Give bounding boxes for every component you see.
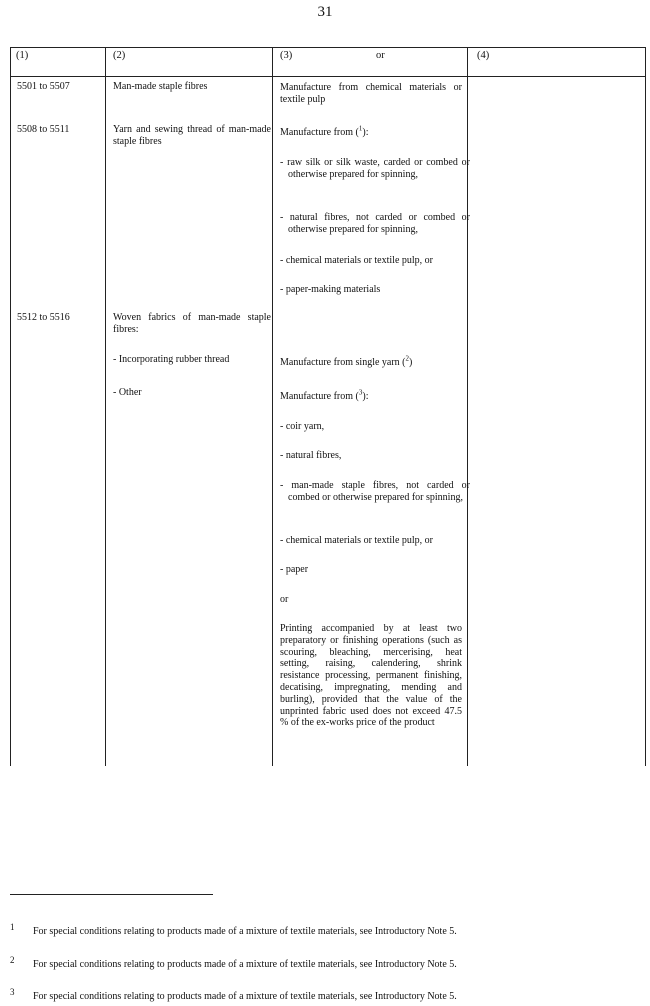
row3-item-1: - coir yarn,: [280, 421, 325, 432]
header-bottom-border: [11, 76, 645, 77]
row3-code: 5512 to 5516: [17, 312, 70, 323]
origin-rules-table: [10, 47, 646, 766]
footnote-1-text: For special conditions relating to products made of a mixture of textile materials, see Introductory Note 5.: [33, 926, 457, 937]
footnote-3-number: 3: [10, 987, 15, 997]
row2-rule-intro: [280, 124, 462, 139]
page-number: 31: [317, 4, 333, 20]
row3-sub2-rule-end: ):: [362, 391, 369, 402]
row2-item-1: - raw silk or silk waste, carded or combed or otherwise prepared for spinning,: [280, 157, 470, 180]
row3-sub1-rule-text: Manufacture from single yarn (: [280, 357, 406, 368]
row2-item-3: - chemical materials or textile pulp, or: [280, 255, 433, 266]
row3-sub2-rule-text: Manufacture from (: [280, 391, 359, 402]
footnote-1-number: 1: [10, 922, 15, 932]
row3-sub2: - Other: [113, 387, 142, 398]
row3-item-2: - natural fibres,: [280, 450, 342, 461]
row2-item-4: - paper-making materials: [280, 284, 381, 295]
row1-description: Man-made staple fibres: [113, 81, 208, 92]
header-col3: (3): [280, 50, 293, 61]
row3-sub1-rule: [280, 354, 462, 369]
table-top-border: [11, 47, 645, 48]
footnote-2-text: For special conditions relating to products made of a mixture of textile materials, see Introductory Note 5.: [33, 959, 457, 970]
row1-code: 5501 to 5507: [17, 81, 70, 92]
row2-footnote-ref: 1: [358, 124, 363, 133]
header-col4: (4): [477, 50, 490, 61]
row3-item-5: - paper: [280, 564, 309, 575]
row3-or: or: [280, 594, 289, 605]
row3-sub1-footnote-ref: 2: [405, 354, 410, 363]
footnote-separator: [10, 894, 213, 895]
row3-description: Woven fabrics of man-made staple fibres:: [113, 312, 271, 335]
row2-description: Yarn and sewing thread of man-made staple fibres: [113, 124, 271, 147]
column-divider-3: [467, 47, 468, 766]
row2-rule-intro-text: Manufacture from (: [280, 127, 359, 138]
row3-sub1: - Incorporating rubber thread: [113, 354, 230, 365]
column-divider-2: [272, 47, 273, 766]
row3-printing-rule: Printing accompanied by at least two preparatory or finishing operations (such as scouring, bleaching, mercerising, heat setting, raising, calendering, shrink resistance processing, permanent finishing, decatising, impregnating, mending and burling), provided that the value of the unprinted fabric used does not exceed 47.5 % of the ex-works price of the product: [280, 623, 462, 729]
row2-code: 5508 to 5511: [17, 124, 70, 135]
row3-item-3: - man-made staple fibres, not carded or combed or otherwise prepared for spinning,: [280, 480, 470, 503]
footnote-2-number: 2: [10, 955, 15, 965]
header-col1: (1): [16, 50, 29, 61]
row3-sub2-rule-intro: [280, 388, 462, 403]
header-col2: (2): [113, 50, 126, 61]
row3-sub2-footnote-ref: 3: [358, 388, 363, 397]
row3-sub1-rule-end: ): [409, 357, 413, 368]
row3-item-4: - chemical materials or textile pulp, or: [280, 535, 433, 546]
header-or: or: [376, 50, 385, 61]
row2-item-2: - natural fibres, not carded or combed or otherwise prepared for spinning,: [280, 212, 470, 235]
row1-rule: Manufacture from chemical materials or textile pulp: [280, 82, 462, 105]
row2-rule-intro-end: ):: [362, 127, 369, 138]
footnote-3-text: For special conditions relating to products made of a mixture of textile materials, see Introductory Note 5.: [33, 991, 457, 1002]
column-divider-1: [105, 47, 106, 766]
